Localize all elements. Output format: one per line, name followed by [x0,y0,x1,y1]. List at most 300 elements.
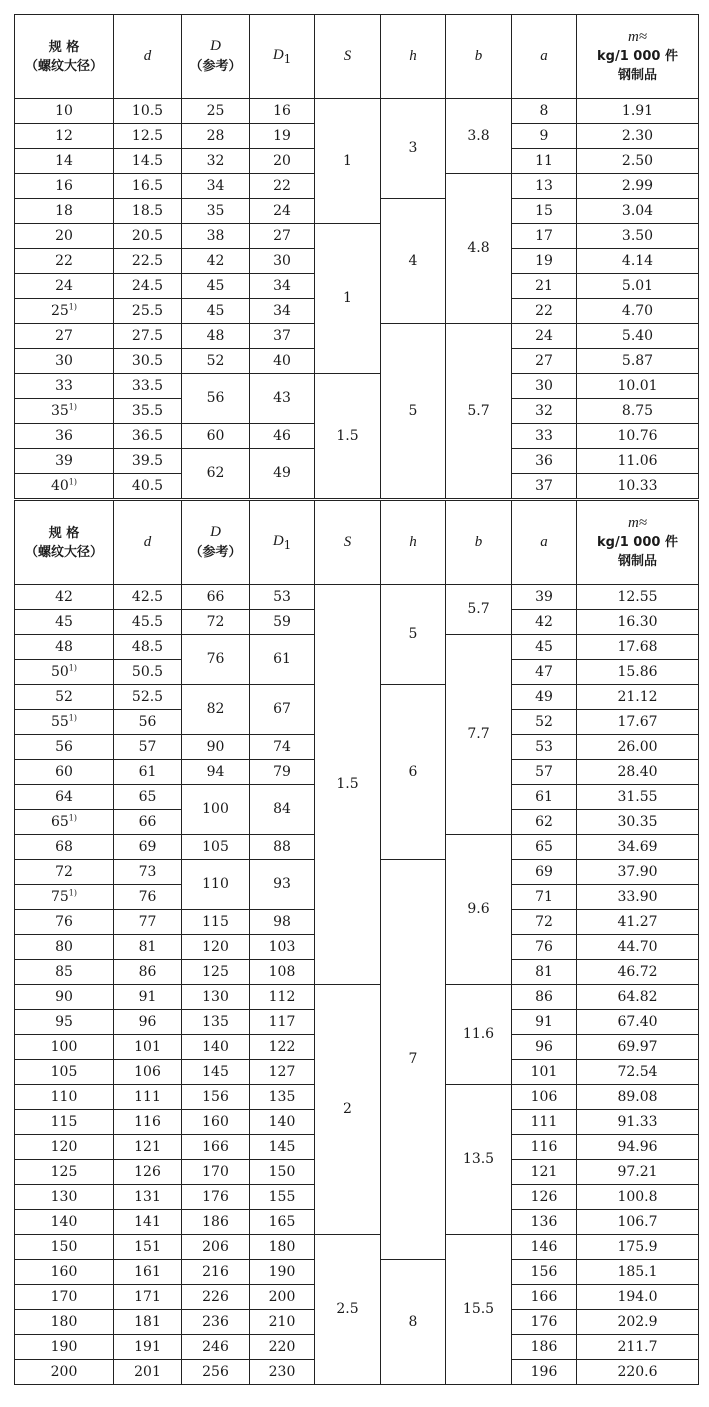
cell-D1: 127 [250,1060,315,1085]
cell-a: 17 [512,224,577,249]
cell-d: 151 [114,1235,182,1260]
cell-a: 24 [512,324,577,349]
cell-D1: 67 [250,685,315,735]
cell-spec: 12 [15,124,114,149]
header-a: a [512,501,577,585]
header-D1: $D_1$ [250,15,315,99]
cell-d: 171 [114,1285,182,1310]
cell-d: 96 [114,1010,182,1035]
header-b: b [446,15,512,99]
cell-h: 3 [381,99,446,199]
cell-D1: 40 [250,349,315,374]
cell-D: 32 [182,149,250,174]
cell-d: 39.5 [114,449,182,474]
cell-D: 42 [182,249,250,274]
cell-a: 71 [512,885,577,910]
cell-spec: 85 [15,960,114,985]
header-mass: m≈ kg/1 000 件 钢制品 [577,501,699,585]
cell-D: 166 [182,1135,250,1160]
cell-spec: 190 [15,1335,114,1360]
cell-mass: 106.7 [577,1210,699,1235]
cell-D: 52 [182,349,250,374]
cell-a: 39 [512,585,577,610]
cell-D: 90 [182,735,250,760]
cell-mass: 2.50 [577,149,699,174]
cell-mass: 26.00 [577,735,699,760]
washer-dimension-table-1 [14,14,699,499]
cell-D: 76 [182,635,250,685]
cell-D1: 84 [250,785,315,835]
cell-spec: 76 [15,910,114,935]
cell-mass: 64.82 [577,985,699,1010]
footnote-marker: 1) [68,477,78,487]
cell-D1: 230 [250,1360,315,1385]
cell-h: 4 [381,199,446,324]
cell-spec: 160 [15,1260,114,1285]
header-h: h [381,15,446,99]
cell-d: 48.5 [114,635,182,660]
cell-h: 8 [381,1260,446,1385]
header-d: d [114,15,182,99]
cell-D1: 61 [250,635,315,685]
cell-mass: 67.40 [577,1010,699,1035]
cell-mass: 4.70 [577,299,699,324]
cell-spec: 95 [15,1010,114,1035]
cell-spec: 10 [15,99,114,124]
cell-mass: 94.96 [577,1135,699,1160]
cell-a: 176 [512,1310,577,1335]
cell-spec: 48 [15,635,114,660]
cell-a: 13 [512,174,577,199]
cell-D1: 20 [250,149,315,174]
cell-D: 246 [182,1335,250,1360]
footnote-marker: 1) [68,402,78,412]
cell-D1: 30 [250,249,315,274]
cell-a: 72 [512,910,577,935]
cell-D: 100 [182,785,250,835]
cell-mass: 15.86 [577,660,699,685]
cell-spec: 50$^{1)}$ [15,660,114,685]
cell-a: 11 [512,149,577,174]
cell-spec: 64 [15,785,114,810]
cell-D: 38 [182,224,250,249]
cell-S: 1.5 [315,585,381,985]
cell-D1: 145 [250,1135,315,1160]
cell-D1: 98 [250,910,315,935]
cell-D1: 140 [250,1110,315,1135]
cell-spec: 20 [15,224,114,249]
cell-D1: 135 [250,1085,315,1110]
cell-a: 33 [512,424,577,449]
cell-b: 5.7 [446,324,512,499]
cell-D: 216 [182,1260,250,1285]
cell-spec: 45 [15,610,114,635]
cell-a: 69 [512,860,577,885]
cell-D: 28 [182,124,250,149]
cell-S: 1 [315,224,381,374]
cell-D1: 37 [250,324,315,349]
cell-D1: 79 [250,760,315,785]
header-d: d [114,501,182,585]
cell-d: 181 [114,1310,182,1335]
cell-a: 96 [512,1035,577,1060]
washer-dimension-table-2 [14,500,699,1385]
cell-D1: 112 [250,985,315,1010]
cell-d: 81 [114,935,182,960]
cell-d: 25.5 [114,299,182,324]
cell-d: 27.5 [114,324,182,349]
header-D: D （参考） [182,15,250,99]
cell-D: 226 [182,1285,250,1310]
cell-a: 30 [512,374,577,399]
cell-D: 130 [182,985,250,1010]
cell-a: 52 [512,710,577,735]
cell-D: 45 [182,274,250,299]
cell-d: 33.5 [114,374,182,399]
cell-mass: 30.35 [577,810,699,835]
cell-d: 18.5 [114,199,182,224]
cell-D1: 59 [250,610,315,635]
footnote-marker: 1) [68,663,78,673]
cell-D: 156 [182,1085,250,1110]
cell-mass: 11.06 [577,449,699,474]
cell-a: 8 [512,99,577,124]
cell-D1: 16 [250,99,315,124]
cell-d: 116 [114,1110,182,1135]
cell-h: 7 [381,860,446,1260]
cell-d: 73 [114,860,182,885]
cell-D: 105 [182,835,250,860]
cell-mass: 100.8 [577,1185,699,1210]
cell-mass: 89.08 [577,1085,699,1110]
cell-spec: 90 [15,985,114,1010]
cell-spec: 52 [15,685,114,710]
cell-d: 121 [114,1135,182,1160]
cell-D1: 46 [250,424,315,449]
cell-d: 20.5 [114,224,182,249]
cell-d: 22.5 [114,249,182,274]
table-row [15,1235,699,1260]
header-b: b [446,501,512,585]
cell-h: 5 [381,324,446,499]
cell-d: 24.5 [114,274,182,299]
cell-mass: 202.9 [577,1310,699,1335]
cell-d: 12.5 [114,124,182,149]
cell-spec: 100 [15,1035,114,1060]
footnote-marker: 1) [68,888,78,898]
cell-mass: 185.1 [577,1260,699,1285]
cell-mass: 91.33 [577,1110,699,1135]
cell-a: 76 [512,935,577,960]
cell-mass: 41.27 [577,910,699,935]
cell-a: 47 [512,660,577,685]
cell-a: 106 [512,1085,577,1110]
cell-a: 27 [512,349,577,374]
cell-D: 206 [182,1235,250,1260]
cell-mass: 31.55 [577,785,699,810]
cell-d: 161 [114,1260,182,1285]
cell-D1: 122 [250,1035,315,1060]
cell-D1: 19 [250,124,315,149]
cell-b: 4.8 [446,174,512,324]
cell-mass: 2.30 [577,124,699,149]
cell-a: 126 [512,1185,577,1210]
cell-a: 111 [512,1110,577,1135]
cell-spec: 110 [15,1085,114,1110]
cell-spec: 25$^{1)}$ [15,299,114,324]
cell-a: 36 [512,449,577,474]
cell-b: 15.5 [446,1235,512,1385]
cell-S: 2.5 [315,1235,381,1385]
cell-mass: 220.6 [577,1360,699,1385]
cell-mass: 12.55 [577,585,699,610]
cell-D1: 34 [250,299,315,324]
header-h: h [381,501,446,585]
cell-D: 72 [182,610,250,635]
cell-D: 60 [182,424,250,449]
cell-b: 7.7 [446,635,512,835]
cell-a: 9 [512,124,577,149]
cell-d: 111 [114,1085,182,1110]
cell-D1: 190 [250,1260,315,1285]
cell-D: 140 [182,1035,250,1060]
header-row [15,501,699,585]
cell-spec: 22 [15,249,114,274]
cell-mass: 5.40 [577,324,699,349]
cell-spec: 30 [15,349,114,374]
cell-d: 56 [114,710,182,735]
cell-spec: 60 [15,760,114,785]
cell-d: 16.5 [114,174,182,199]
cell-D1: 74 [250,735,315,760]
cell-a: 196 [512,1360,577,1385]
cell-mass: 37.90 [577,860,699,885]
cell-h: 6 [381,685,446,860]
cell-mass: 10.76 [577,424,699,449]
cell-mass: 28.40 [577,760,699,785]
cell-D1: 210 [250,1310,315,1335]
cell-d: 86 [114,960,182,985]
cell-D1: 103 [250,935,315,960]
cell-mass: 21.12 [577,685,699,710]
cell-spec: 180 [15,1310,114,1335]
cell-a: 146 [512,1235,577,1260]
cell-a: 49 [512,685,577,710]
cell-D1: 117 [250,1010,315,1035]
cell-spec: 42 [15,585,114,610]
cell-d: 131 [114,1185,182,1210]
cell-d: 52.5 [114,685,182,710]
cell-D: 160 [182,1110,250,1135]
cell-spec: 200 [15,1360,114,1385]
cell-mass: 33.90 [577,885,699,910]
cell-a: 81 [512,960,577,985]
cell-D: 120 [182,935,250,960]
cell-d: 61 [114,760,182,785]
cell-spec: 33 [15,374,114,399]
cell-D: 145 [182,1060,250,1085]
cell-mass: 34.69 [577,835,699,860]
cell-a: 121 [512,1160,577,1185]
header-spec: 规 格 （螺纹大径） [15,15,114,99]
cell-spec: 125 [15,1160,114,1185]
table-row [15,99,699,124]
cell-spec: 56 [15,735,114,760]
cell-S: 2 [315,985,381,1235]
cell-D1: 24 [250,199,315,224]
cell-mass: 194.0 [577,1285,699,1310]
cell-D1: 165 [250,1210,315,1235]
header-mass: m≈ kg/1 000 件 钢制品 [577,15,699,99]
footnote-marker: 1) [68,813,78,823]
cell-mass: 69.97 [577,1035,699,1060]
cell-D1: 155 [250,1185,315,1210]
cell-spec: 55$^{1)}$ [15,710,114,735]
cell-a: 186 [512,1335,577,1360]
cell-mass: 72.54 [577,1060,699,1085]
cell-mass: 4.14 [577,249,699,274]
cell-mass: 46.72 [577,960,699,985]
table-row [15,585,699,610]
cell-d: 35.5 [114,399,182,424]
cell-d: 14.5 [114,149,182,174]
cell-D1: 34 [250,274,315,299]
footnote-marker: 1) [68,713,78,723]
cell-D: 62 [182,449,250,499]
cell-a: 116 [512,1135,577,1160]
cell-d: 106 [114,1060,182,1085]
cell-D: 110 [182,860,250,910]
cell-mass: 2.99 [577,174,699,199]
cell-d: 36.5 [114,424,182,449]
cell-b: 3.8 [446,99,512,174]
cell-d: 10.5 [114,99,182,124]
cell-d: 50.5 [114,660,182,685]
cell-D: 256 [182,1360,250,1385]
cell-D: 45 [182,299,250,324]
cell-mass: 8.75 [577,399,699,424]
cell-a: 136 [512,1210,577,1235]
cell-a: 15 [512,199,577,224]
cell-D1: 49 [250,449,315,499]
cell-spec: 27 [15,324,114,349]
cell-D1: 93 [250,860,315,910]
cell-spec: 35$^{1)}$ [15,399,114,424]
cell-spec: 80 [15,935,114,960]
cell-spec: 36 [15,424,114,449]
cell-D: 135 [182,1010,250,1035]
cell-mass: 17.67 [577,710,699,735]
cell-a: 42 [512,610,577,635]
cell-d: 91 [114,985,182,1010]
cell-spec: 170 [15,1285,114,1310]
cell-mass: 16.30 [577,610,699,635]
cell-spec: 68 [15,835,114,860]
cell-D1: 220 [250,1335,315,1360]
cell-D: 186 [182,1210,250,1235]
cell-a: 32 [512,399,577,424]
cell-D1: 22 [250,174,315,199]
cell-S: 1 [315,99,381,224]
cell-d: 76 [114,885,182,910]
cell-d: 126 [114,1160,182,1185]
header-D1: $D_1$ [250,501,315,585]
cell-d: 77 [114,910,182,935]
cell-mass: 44.70 [577,935,699,960]
cell-D: 236 [182,1310,250,1335]
table-row [15,985,699,1010]
header-a: a [512,15,577,99]
cell-spec: 16 [15,174,114,199]
cell-spec: 14 [15,149,114,174]
footnote-marker: 1) [68,302,78,312]
cell-spec: 24 [15,274,114,299]
cell-D: 66 [182,585,250,610]
cell-h: 5 [381,585,446,685]
cell-mass: 10.01 [577,374,699,399]
cell-D: 115 [182,910,250,935]
cell-d: 40.5 [114,474,182,499]
cell-D: 170 [182,1160,250,1185]
cell-D1: 27 [250,224,315,249]
cell-spec: 150 [15,1235,114,1260]
cell-D: 48 [182,324,250,349]
cell-S: 1.5 [315,374,381,499]
cell-a: 65 [512,835,577,860]
cell-mass: 10.33 [577,474,699,499]
cell-D1: 53 [250,585,315,610]
cell-spec: 120 [15,1135,114,1160]
cell-d: 45.5 [114,610,182,635]
cell-d: 201 [114,1360,182,1385]
cell-mass: 5.01 [577,274,699,299]
cell-spec: 40$^{1)}$ [15,474,114,499]
table-row [15,374,699,399]
cell-a: 86 [512,985,577,1010]
table-row [15,224,699,249]
cell-d: 141 [114,1210,182,1235]
cell-b: 11.6 [446,985,512,1085]
cell-a: 62 [512,810,577,835]
cell-b: 5.7 [446,585,512,635]
cell-a: 37 [512,474,577,499]
cell-a: 45 [512,635,577,660]
header-row [15,15,699,99]
cell-D: 176 [182,1185,250,1210]
cell-D1: 180 [250,1235,315,1260]
cell-d: 191 [114,1335,182,1360]
cell-d: 65 [114,785,182,810]
cell-a: 53 [512,735,577,760]
cell-D: 56 [182,374,250,424]
cell-spec: 72 [15,860,114,885]
cell-D1: 150 [250,1160,315,1185]
cell-a: 22 [512,299,577,324]
cell-D1: 43 [250,374,315,424]
cell-d: 66 [114,810,182,835]
header-S: S [315,501,381,585]
cell-spec: 140 [15,1210,114,1235]
cell-mass: 5.87 [577,349,699,374]
cell-D: 94 [182,760,250,785]
cell-spec: 130 [15,1185,114,1210]
cell-spec: 39 [15,449,114,474]
cell-mass: 175.9 [577,1235,699,1260]
cell-mass: 17.68 [577,635,699,660]
cell-d: 30.5 [114,349,182,374]
cell-d: 57 [114,735,182,760]
cell-D: 35 [182,199,250,224]
